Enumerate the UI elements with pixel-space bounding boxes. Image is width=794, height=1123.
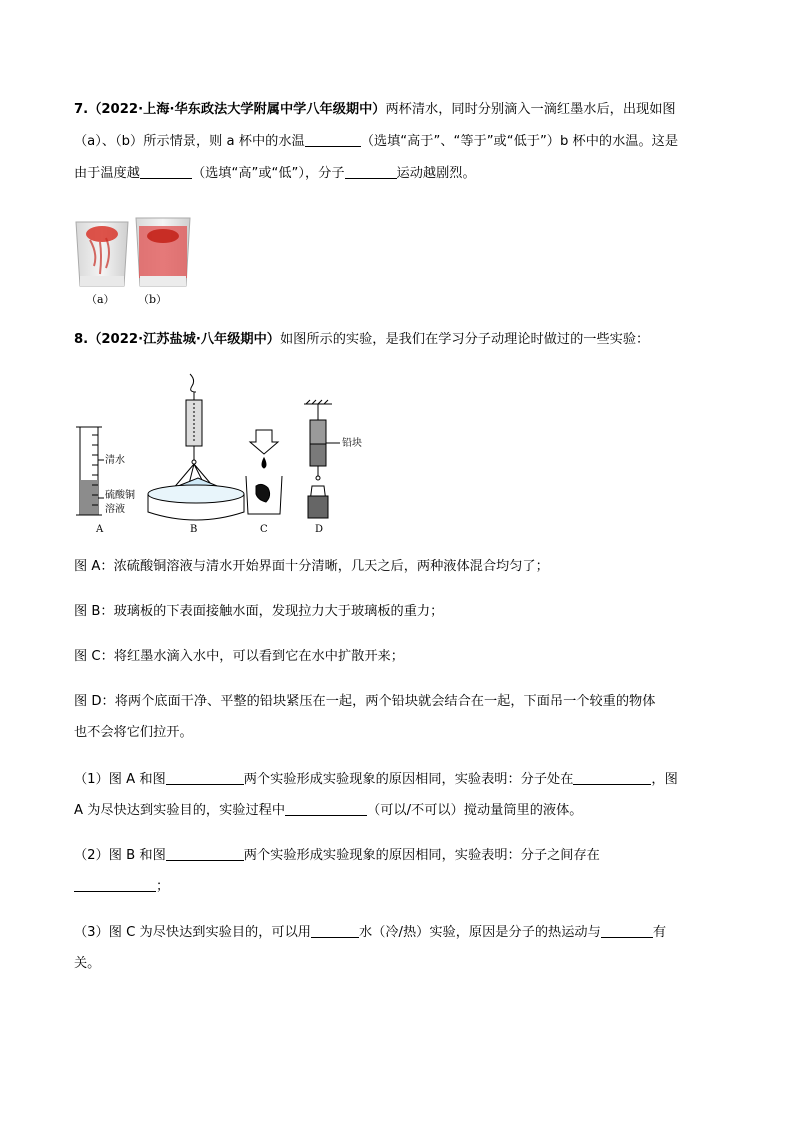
q8-p2-text-b: 两个实验形成实验现象的原因相同，实验表明：分子之间存在 [243,848,600,863]
q8-p2-text-c: ； [156,879,170,894]
q8-p3-blank-2[interactable] [601,923,653,938]
q8-part2-line1 [74,846,600,866]
figure-label-qingshui: 清水 [105,455,125,466]
q8-p1-text-e: （可以/不可以）搅动量筒里的液体。 [367,803,583,818]
figure-label-qiankuai: 铅块 [342,438,362,449]
q7-blank-1[interactable] [305,132,361,147]
figure-label-C: C [260,524,268,535]
fig-b-description: 图 B：玻璃板的下表面接触水面，发现拉力大于玻璃板的重力； [74,604,444,619]
q8-p3-text-a: （3）图 C 为尽快达到实验目的，可以用 [74,925,311,940]
q8-p2-blank-1[interactable] [166,846,244,861]
beaker-b-image [136,218,190,286]
figure-label-liusuantong-1: 硫酸铜 [105,490,135,501]
fig-c-description: 图 C：将红墨水滴入水中，可以看到它在水中扩散开来； [74,649,404,664]
figure-label-B: B [190,524,198,535]
q8-part1-line1 [74,770,678,790]
figure-label-D: D [315,524,324,535]
q7-source: （2022·上海·华东政法大学附属中学八年级期中） [88,102,386,117]
q8-part1-line2 [74,801,582,821]
q7-photo-label-a: （a） [86,293,115,306]
figure-d-lead-blocks [304,400,340,518]
q8-part2-line2 [74,877,169,897]
q8-part3-line2: 关。 [74,956,101,971]
q8-intro: 如图所示的实验，是我们在学习分子动理论时做过的一些实验： [279,332,650,347]
figure-label-A: A [96,524,104,535]
fig-d-description-1: 图 D：将两个底面干净、平整的铅块紧压在一起，两个铅块就会结合在一起，下面吊一个较重的物体 [74,694,656,709]
q8-p1-blank-2[interactable] [573,770,651,785]
q8-p1-blank-1[interactable] [166,770,244,785]
q8-source: （2022·江苏盐城·八年级期中） [88,332,280,347]
q7-text-3b: （选填“高”或“低”），分子 [191,166,345,181]
q7-text-3c: 运动越剧烈。 [396,166,476,181]
q7-blank-2[interactable] [140,164,192,179]
q7-line-2 [74,132,678,152]
q7-photo-label-b: （b） [138,293,168,306]
q7-line-3 [74,164,476,184]
q8-p2-blank-2[interactable] [74,877,156,892]
q8-number: 8. [74,332,89,347]
q8-p1-text-c: ，图 [651,772,678,787]
q8-p1-text-a: （1）图 A 和图 [74,772,166,787]
q7-blank-3[interactable] [345,164,397,179]
q7-text-3a: 由于温度越 [74,166,140,181]
beaker-a-image [76,222,128,286]
q8-part3-line1 [74,923,666,943]
figure-b-spring-scale [148,374,244,520]
q7-number: 7. [74,102,89,117]
q7-text-1: 两杯清水，同时分别滴入一滴红墨水后，出现如图 [385,102,676,117]
q8-line-1 [74,330,649,350]
q7-text-2b: （选填“高于”、“等于”或“低于”）b 杯中的水温。这是 [360,134,679,149]
fig-d-description-2: 也不会将它们拉开。 [74,725,193,740]
q8-experiment-figure [72,370,392,540]
figure-c-beaker [246,430,282,514]
q8-p3-text-b: 水（冷/热）实验，原因是分子的热运动与 [358,925,601,940]
q8-p1-blank-3[interactable] [285,801,367,816]
figure-label-liusuantong-2: 溶液 [105,504,125,515]
q8-p1-text-d: A 为尽快达到实验目的，实验过程中 [74,803,286,818]
q8-p1-text-b: 两个实验形成实验现象的原因相同，实验表明：分子处在 [243,772,574,787]
figure-a-cylinder [76,427,104,515]
q7-beakers-photo [72,214,196,290]
q8-p3-blank-1[interactable] [311,923,359,938]
q8-p2-text-a: （2）图 B 和图 [74,848,166,863]
q7-line-1 [74,100,676,120]
fig-a-description: 图 A：浓硫酸铜溶液与清水开始界面十分清晰，几天之后，两种液体混合均匀了； [74,559,549,574]
q7-text-2a: （a）、（b）所示情景，则 a 杯中的水温 [74,134,305,149]
q8-p3-text-c: 有 [652,925,666,940]
